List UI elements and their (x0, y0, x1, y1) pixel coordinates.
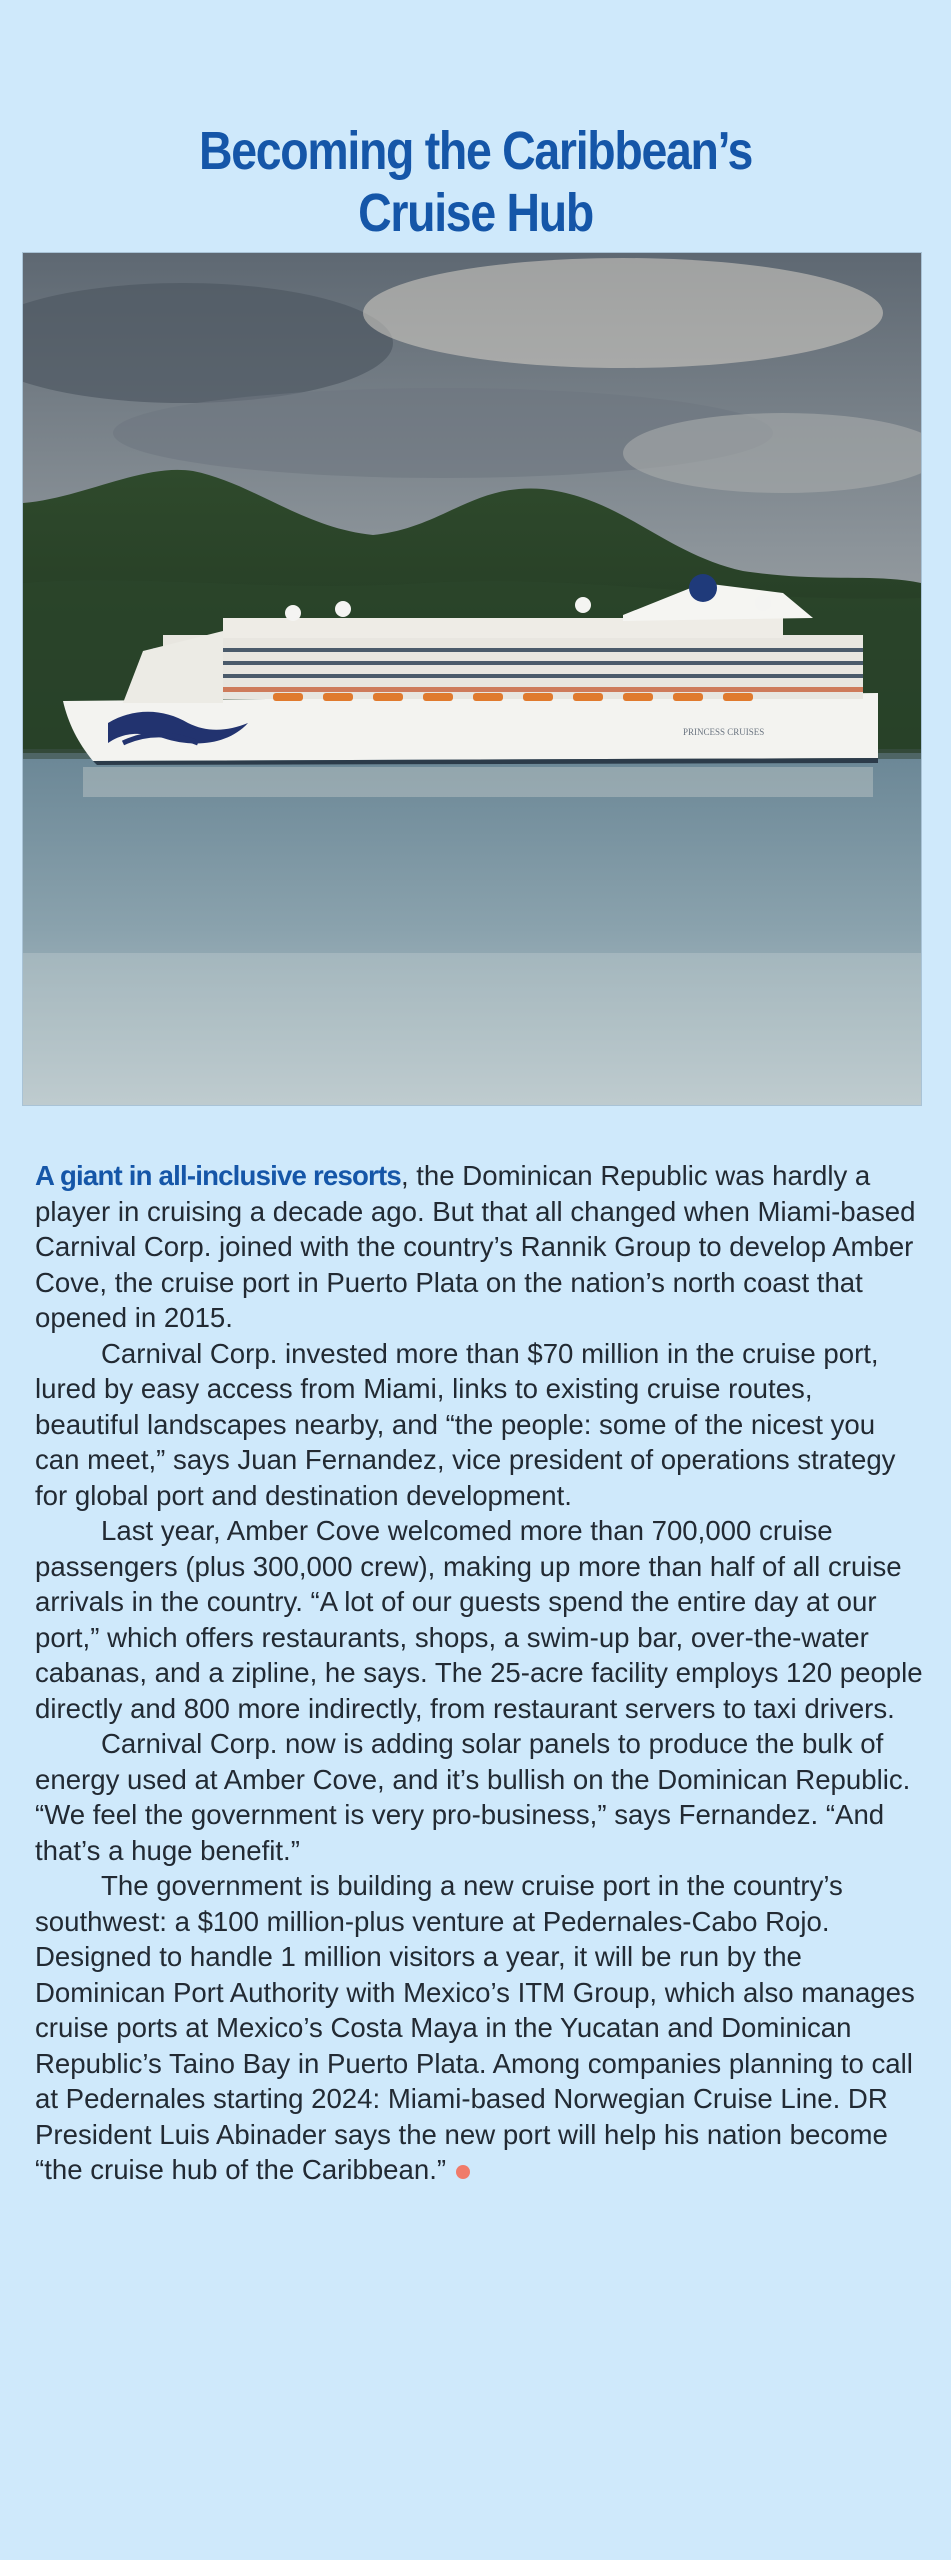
article-title-line-1: Becoming the Caribbean’s (198, 121, 753, 182)
paragraph-2: Carnival Corp. invested more than $70 million in the cruise port, lured by easy access from Miami, links to existing cruise routes, beautiful landscapes nearby, and “the people: some of the nicest you can meet,” says Juan Fernandez, vice president of operations strategy for global port and destination development. (35, 1337, 896, 1511)
paragraph-3: Last year, Amber Cove welcomed more than 700,000 cruise passengers (plus 300,000 crew), making up more than half of all cruise arrivals in the country. “A lot of our guests spend the entire day at our port,” which offers restaurants, shops, a swim-up bar, over-the-water cabanas, and a zipline, he says. The 25-acre facility employs 120 people directly and 800 more indirectly, from restaurant servers to taxi drivers. (35, 1515, 923, 1724)
paragraph-5 (35, 1868, 923, 2188)
article-title (67, 120, 885, 244)
article-title-line-2: Cruise Hub (358, 183, 593, 244)
hull-text: PRINCESS CRUISES (683, 727, 765, 737)
cruise-ship-photo (22, 252, 922, 1106)
end-of-article-icon (456, 2165, 470, 2179)
lead-in: A giant in all-inclusive resorts (35, 1160, 401, 1191)
article-body (35, 1158, 923, 2188)
paragraph-5-text: The government is building a new cruise port in the country’s southwest: a $100 million-plus venture at Pedernales-Cabo Rojo. Designed to handle 1 million visitors a year, it will be run by the Dominican Port Authority with Mexico’s ITM Group, which also manages cruise ports at Mexico’s Costa Maya in the Yucatan and Dominican Republic’s Taino Bay in Puerto Plata. Among companies planning to call at Pedernales starting 2024: Miami-based Norwegian Cruise Line. DR President Luis Abinader says the new port will help his nation become “the cruise hub of the Caribbean.” (35, 1870, 915, 2185)
paragraph-4: Carnival Corp. now is adding solar panels to produce the bulk of energy used at Amber Cove, and it’s bullish on the Dominican Republic. “We feel the government is very pro-business,” says Fernandez. “And that’s a huge benefit.” (35, 1728, 911, 1866)
paragraph-1-text: , the Dominican Republic was hardly a player in cruising a decade ago. But that all changed when Miami-based Carnival Corp. joined with the country’s Rannik Group to develop Amber Cove, the cruise port in Puerto Plata on the nation’s north coast that opened in 2015. (35, 1160, 916, 1333)
paragraph-1 (35, 1158, 923, 1336)
